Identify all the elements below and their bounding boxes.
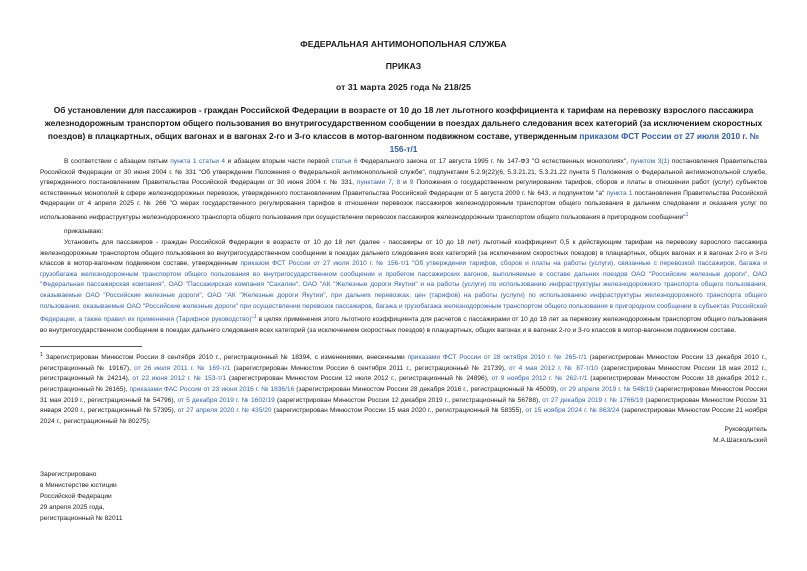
text-run: (зарегистрирован Минюстом России 15 мая 2020 г., регистрационный № 58355), bbox=[271, 407, 526, 415]
signatory-name: М.А.Шаскольский bbox=[713, 437, 767, 444]
legal-reference-link[interactable]: от 5 декабря 2019 г. № 1602/19 bbox=[177, 396, 275, 404]
legal-reference-link[interactable]: от 26 июля 2011 г. № 169-т/1 bbox=[134, 364, 231, 372]
footnote-parts bbox=[40, 354, 767, 425]
text-run: в целях применения этого льготного коэффициента для расчетов с пассажирами от 10 до 18 лет за перевозку железнодорожным транспортом общего пользования во внутригосударственном сообщении в поездах дальнего следования всех категорий (за исключением скоростных поездов) в плацкартных, общих вагонах и в вагонах 2-го и 3-го классов в мотор-вагонном подвижном составе. bbox=[40, 316, 768, 334]
legal-reference-link[interactable]: от 29 апреля 2019 г. № 548/19 bbox=[560, 385, 654, 393]
footnote-divider bbox=[40, 346, 142, 347]
footnote bbox=[40, 350, 767, 427]
agency-name: ФЕДЕРАЛЬНАЯ АНТИМОНОПОЛЬНАЯ СЛУЖБА bbox=[300, 39, 507, 49]
text-run: (зарегистрирован Минюстом России 21 ноября 2024 г., регистрационный № 80275). bbox=[40, 407, 767, 425]
legal-reference-link[interactable]: от 4 мая 2012 г. № 87-т/10 bbox=[508, 364, 598, 372]
text-run: (зарегистрирован Минюстом России 13 декабря 2010 г., регистрационный № 19167), bbox=[40, 354, 767, 372]
decree-word: приказываю: bbox=[64, 228, 104, 235]
legal-reference-link[interactable]: от 27 декабря 2019 г. № 1766/19 bbox=[542, 396, 644, 404]
document-title bbox=[40, 104, 767, 156]
text-run: (зарегистрирован Минюстом России 18 декабря 2012 г., регистрационный № 26165), bbox=[40, 375, 768, 393]
doc-type: ПРИКАЗ bbox=[385, 61, 422, 71]
footnote-reference-mark[interactable]: 1 bbox=[253, 314, 257, 321]
text-run: (зарегистрирован Минюстом России 28 декабря 2016 г., регистрационный № 45009), bbox=[294, 385, 560, 393]
text-run: В соответствии с абзацем пятым bbox=[64, 158, 171, 165]
text-run: Зарегистрирован Минюстом России 8 сентября 2010 г., регистрационный № 18394, с изменениями, внесенными bbox=[42, 354, 408, 362]
registration-line: регистрационный № 82011 bbox=[40, 515, 123, 522]
preamble-footnote-mark[interactable]: 1 bbox=[685, 211, 689, 218]
legal-reference-link[interactable]: пунктом 3(1) bbox=[630, 158, 670, 165]
legal-reference-link[interactable]: от 27 апреля 2020 г. № 435/20 bbox=[177, 407, 272, 415]
doc-date-number: от 31 марта 2025 года № 218/25 bbox=[335, 82, 472, 92]
text-run: и абзацем вторым части первой bbox=[225, 158, 332, 165]
legal-reference-link[interactable]: от 22 июня 2012 г. № 153-т/1 bbox=[132, 375, 227, 383]
text-run: (зарегистрирован Минюстом России 12 декабря 2019 г., регистрационный № 56788), bbox=[274, 396, 543, 404]
preamble-parts bbox=[40, 158, 767, 221]
legal-reference-link[interactable]: пункта 1 статьи 4 bbox=[170, 158, 226, 165]
text-run: Федерального закона от 17 августа 1995 г. № 147-ФЗ "О естественных монополиях", bbox=[357, 158, 631, 165]
legal-reference-link[interactable]: 8 bbox=[396, 179, 401, 187]
text-run: и bbox=[400, 179, 410, 187]
legal-reference-link[interactable]: пункта 1 bbox=[606, 189, 633, 197]
legal-reference-link[interactable]: приказом ФСТ России от 27 июля 2010 г. № 156-т/1 "Об утверждении тарифов, сборов и платы на работы (услуги), связанные с перевозкой пассажиров, багажа и грузобагажа железнодорожным транспортом общего пользования во внутригосударственном сообщении и пробегом пассажирских вагонов, выполняемые в составе дальних поездов ОАО "Российские железные дороги", ОАО "Федеральная пассажирская компания", ОАО "Пассажирская компания "Сахалин", ОАО "АК "Железные дороги Якутии" и на работы (услуги) по использованию инфраструктуры железнодорожного транспорта общего пользования, оказываемые ОАО "Российские железные дороги", ОАО "АК "Железные дороги Якутии", при дальних перевозках, цен (тарифов) на работы (услуги) по использованию инфраструктуры железнодорожного транспорта общего пользования, оказываемые ОАО "Российские железные дороги" при осуществлении перевозок пассажиров, багажа и грузобагажа железнодорожным транспортом общего пользования в пригородном сообщении в субъектах Российской Федерации, а также правил их применения (Тарифное руководство)" bbox=[40, 260, 767, 324]
text-run: Установить для пассажиров - граждан Российской Федерации в возрасте от 10 до 18 лет (далее - пассажиры от 10 до 18 лет) льготный коэффициент 0,5 к действующим тарифам на перевозку взрослого пассажира железнодорожным транспортом общего пользования во внутригосударственном сообщении в поездах дальнего следования всех категорий (за исключением скоростных поездов) в плацкартных, общих вагонах и в вагонах 2-го и 3-го классов в мотор-вагонном подвижном составе, утвержденным bbox=[40, 239, 767, 268]
text-run: Положения о государственном регулировании тарифов, сборов и платы в отношении работ (услуг) субъектов естественных монополий в сфере железнодорожных перевозок, утвержденного постановлением Правительства Российской Федерации от 5 августа 2009 г. № 643, и подпунктом "а" bbox=[40, 179, 768, 197]
title-order-link[interactable]: приказом ФСТ России от 27 июля 2010 г. № 156-т/1 bbox=[389, 131, 760, 154]
legal-reference-link[interactable]: приказами ФАС России от 23 июня 2016 г. № 1836/16 bbox=[129, 385, 295, 393]
legal-reference-link[interactable]: приказами ФСТ России от 28 октября 2010 г. № 265-т/1 bbox=[407, 354, 587, 362]
text-run: (зарегистрирован Минюстом России 31 мая 2019 г., регистрационный № 54796), bbox=[40, 385, 768, 404]
text-run: (зарегистрирован Минюстом России 31 января 2020 г., регистрационный № 57395), bbox=[40, 396, 767, 415]
legal-reference-link[interactable]: 9 bbox=[409, 179, 414, 187]
legal-reference-link[interactable]: статьи 6 bbox=[331, 158, 358, 165]
body-paragraph bbox=[40, 238, 767, 337]
registration-line: Зарегистрировано bbox=[40, 471, 97, 478]
text-run: (зарегистрирован Минюстом России 18 мая 2012 г., регистрационный № 24214), bbox=[40, 364, 767, 383]
title-text: Об установлении для пассажиров - граждан Российской Федерации в возрасте от 10 до 18 лет льготного коэффициента к тарифам на перевозку взрослого пассажира железнодорожным транспортом общего пользования во внутригосударственном сообщении в поездах дальнего следования всех категорий (за исключением скоростных поездов) в плацкартных, общих вагонах и в вагонах 2-го и 3-го классов в мотор-вагонном подвижном составе, утвержденным bbox=[44, 105, 763, 141]
text-run: , bbox=[391, 179, 397, 187]
legal-reference-link[interactable]: пунктами 7 bbox=[356, 179, 392, 187]
registration-line: 29 апреля 2025 года, bbox=[40, 504, 105, 511]
preamble-paragraph bbox=[40, 157, 767, 224]
registration-line: в Министерстве юстиции bbox=[40, 482, 117, 489]
legal-reference-link[interactable]: от 9 ноября 2012 г. № 262-т/1 bbox=[491, 375, 588, 383]
text-run: (зарегистрирован Минюстом России 6 сентября 2011 г., регистрационный № 21739), bbox=[230, 364, 509, 372]
signatory-role: Руководитель bbox=[724, 426, 767, 433]
text-run: постановления Правительства Российской Федерации от 4 апреля 2025 г. № 266 "О мерах государственного регулирования тарифов в отношении перевозок пассажиров железнодорожным транспортом общего пользования в дальнем следовании и оказания услуг по использованию инфраструктуры железнодорожного транспорта общего пользования при осуществлении перевозок пассажиров железнодорожным транспортом общего пользования в пригородном сообщении" bbox=[40, 189, 768, 222]
footnote-mark: 1 bbox=[40, 352, 43, 358]
body-parts bbox=[40, 239, 767, 334]
text-run: постановления Правительства Российской Федерации от 30 июня 2004 г. № 331 "Об утверждении Положения о Федеральной антимонопольной службе", подпунктами 5.2.9(22)(6, 5.3.21.21, 5.3.21.22 пункта 5 Положения о Федеральной антимонопольной службе, утвержденного постановлением Правительства Российской Федерации от 30 июня 2004 г. № 331, bbox=[40, 158, 767, 187]
legal-reference-link[interactable]: от 15 ноября 2024 г. № 863/24 bbox=[525, 407, 620, 415]
text-run: (зарегистрирован Минюстом России 12 июля 2012 г., регистрационный № 24896), bbox=[226, 375, 492, 383]
registration-line: Российской Федерации bbox=[40, 493, 112, 500]
